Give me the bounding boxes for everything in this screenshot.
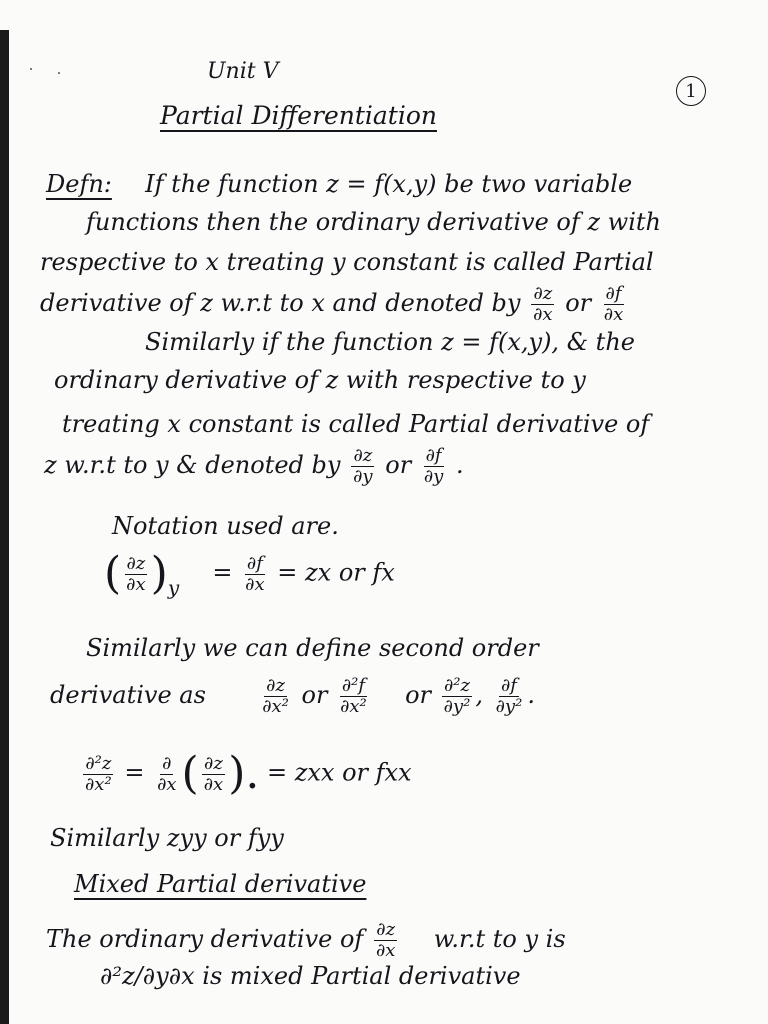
partial-f-x-fraction: $\frac{\partial f}{\partial x}$ [603,283,624,325]
partial-z-x-fraction: $\frac{\partial z}{\partial x}$ [203,752,224,795]
page-number: 1 [676,76,706,106]
definition-line-4 [40,284,628,325]
definition-line-5: Similarly if the function z = f(x,y), & the [145,328,635,356]
second-order-rhs: zxx or fxx [294,758,412,787]
mixed-text-1: The ordinary derivative of [46,925,364,953]
definition-line-2: functions then the ordinary derivative of z with [86,208,661,236]
second-order-fraction-4: $\frac{\partial f}{\text{∂y²}}$ [495,675,523,717]
similarly-line: Similarly zyy or fyy [50,824,284,852]
partial-z-y-fraction: $\frac{\partial z}{\partial y}$ [353,445,373,487]
partial-operator-fraction: $\frac{\partial}{\partial x}$ [157,752,177,795]
definition-line-1 [46,170,632,198]
page-title: Partial Differentiation [160,101,437,130]
unit-label: Unit V [207,59,279,84]
mixed-partial-heading: Mixed Partial derivative [74,870,367,898]
partial-z-x-fraction: $\frac{\partial z}{\partial x}$ [126,552,146,595]
notation-equation: ( $\frac{\partial z}{\partial x}$ )$_y$ = $\frac{\partial f}{\partial x}$ = zx or fx [104,548,395,600]
definition-line-3: respective to x treating y constant is called Partial [40,248,654,276]
page-edge-shadow [0,30,9,1024]
definition-text-4: derivative of z w.r.t to x and denoted by [40,289,521,317]
definition-line-7: treating x constant is called Partial derivative of [62,410,650,438]
second-partial-z-x-fraction: $\frac{\text{∂²z}}{\text{∂x²}}$ [85,752,112,795]
partial-f-x-fraction: $\frac{\partial f}{\partial x}$ [245,552,265,595]
second-order-fraction-3: $\frac{\text{∂²z}}{\text{∂y²}}$ [443,675,471,717]
second-order-fraction-1: $\frac{\partial z}{\text{∂x²}}$ [262,675,289,717]
definition-line-8: z w.r.t to y & denoted by $\frac{\partial z}{\partial y}$ or $\frac{\partial f}{\partial y}$ . [44,445,464,487]
paper-speck [58,72,60,74]
partial-z-x-fraction: $\frac{\partial z}{\partial x}$ [375,919,396,961]
notation-label: Notation used are. [112,512,339,540]
notation-rhs: zx or fx [305,558,395,587]
second-order-line-2: derivative as $\frac{\partial z}{\text{∂x²}}$ or $\frac{\text{∂²f}}{\text{∂x²}}$ or $\frac{\text{∂²z}}{\text{∂y²}}$ , $\frac{\partial f}{\text{∂y²}}$ . [50,675,535,717]
partial-z-x-fraction: $\frac{\partial z}{\partial x}$ [533,283,553,325]
second-order-line-1: Similarly we can define second order [86,634,539,662]
definition-text-8: z w.r.t to y & denoted by [44,451,341,479]
or-word: or [385,451,412,479]
mixed-line-2: ∂²z/∂y∂x is mixed Partial derivative [100,962,521,990]
second-order-fraction-2: $\frac{\text{∂²f}}{\text{∂x²}}$ [340,675,367,717]
or-word: or [565,289,592,317]
definition-line-6: ordinary derivative of z with respective to y [54,366,586,394]
definition-label: Defn: [46,170,112,198]
paper-speck [30,68,32,70]
second-order-equation: $\frac{\text{∂²z}}{\text{∂x²}}$ = $\frac{\partial}{\partial x}$ ( $\frac{\partial z}{\partial x}$ ). = zxx or fxx [85,748,412,799]
second-order-text: derivative as [50,681,206,709]
mixed-text-1b: w.r.t to y is [433,925,566,953]
mixed-line-1 [46,920,566,961]
definition-text-1: If the function z = f(x,y) be two variable [145,170,633,198]
partial-f-y-fraction: $\frac{\partial f}{\partial y}$ [423,445,444,487]
